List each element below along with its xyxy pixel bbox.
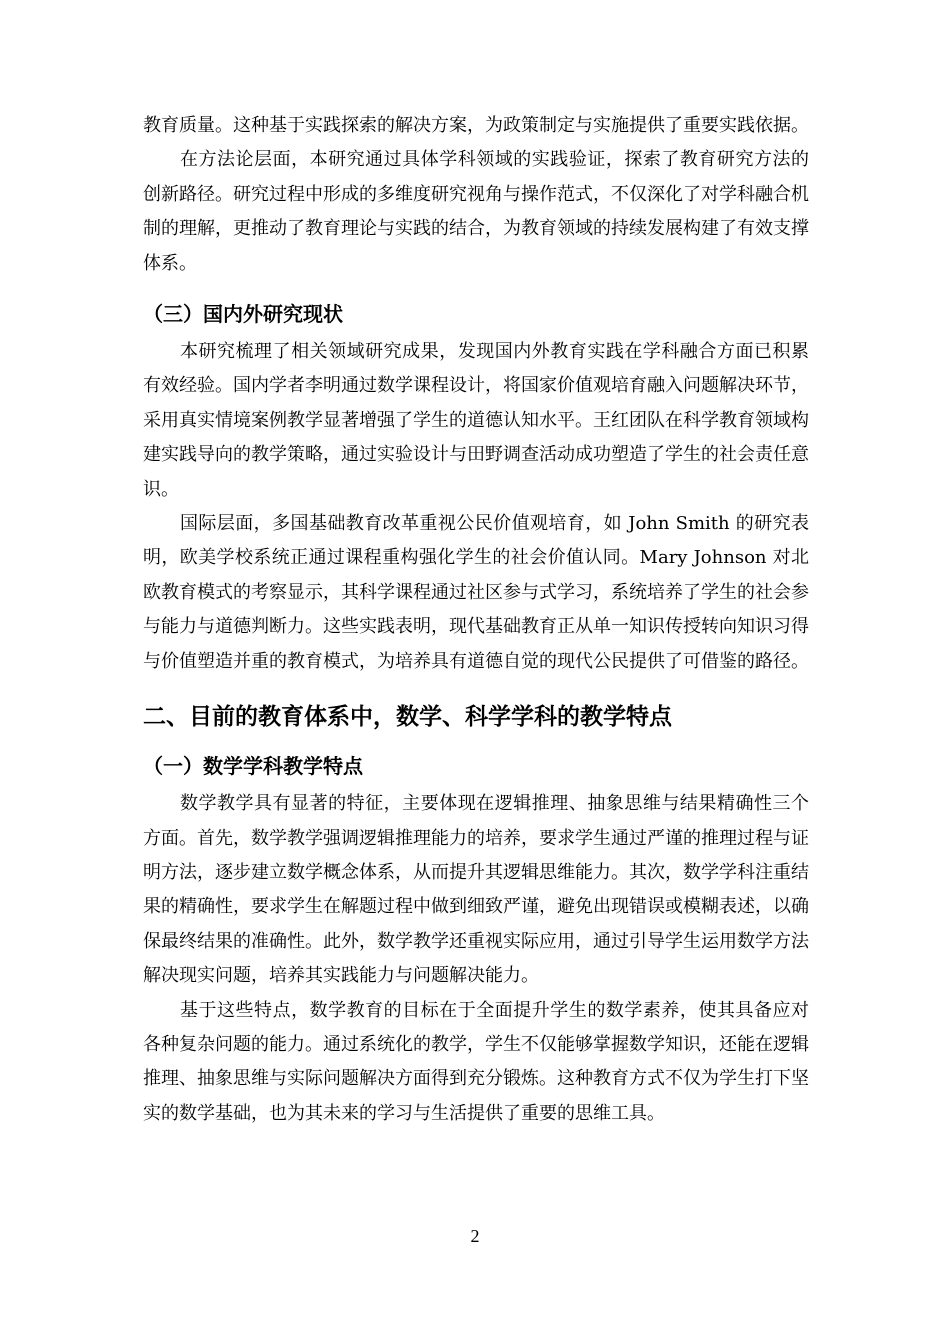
page-number: 2 <box>470 1226 480 1246</box>
chapter-heading-teaching-features: 二、目前的教育体系中，数学、科学学科的教学特点 <box>143 704 672 731</box>
paragraph-math-features: 数学教学具有显著的特征，主要体现在逻辑推理、抽象思维与结果精确性三个方面。首先，数学教学强调逻辑推理能力的培养，要求学生通过严谨的推理过程与证明方法，逐步建立数学概念体系，从而提升其逻辑思维能力。其次，数学学科注重结果的精确性，要求学生在解题过程中做到细致严谨，避免出现错误或模糊表述，以确保最终结果的准确性。此外，数学教学还重视实际应用，通过引导学生运用数学方法解决现实问题，培养其实践能力与问题解决能力。 <box>143 793 809 987</box>
paragraph-methodology: 在方法论层面，本研究通过具体学科领域的实践验证，探索了教育研究方法的创新路径。研究过程中形成的多维度研究视角与操作范式，不仅深化了对学科融合机制的理解，更推动了教育理论与实践的结合，为教育领域的持续发展构建了有效支撑体系。 <box>143 149 809 274</box>
paragraph-continuation: 教育质量。这种基于实践探索的解决方案，为政策制定与实施提供了重要实践依据。 <box>143 115 809 136</box>
paragraph-math-goals: 基于这些特点，数学教育的目标在于全面提升学生的数学素养，使其具备应对各种复杂问题的能力。通过系统化的教学，学生不仅能够掌握数学知识，还能在逻辑推理、抽象思维与实际问题解决方面得到充分锻炼。这种教育方式不仅为学生打下坚实的数学基础，也为其未来的学习与生活提供了重要的思维工具。 <box>143 999 809 1124</box>
page-body <box>143 109 809 1131</box>
subsection-heading-math-features: （一）数学学科教学特点 <box>143 754 363 779</box>
paragraph-domestic-research: 本研究梳理了相关领域研究成果，发现国内外教育实践在学科融合方面已积累有效经验。国内学者李明通过数学课程设计，将国家价值观培育融入问题解决环节，采用真实情境案例教学显著增强了学生的道德认知水平。王红团队在科学教育领域构建实践导向的教学策略，通过实验设计与田野调查活动成功塑造了学生的社会责任意识。 <box>143 341 809 500</box>
section-heading-research-status: （三）国内外研究现状 <box>143 302 343 327</box>
paragraph-international-research: 国际层面，多国基础教育改革重视公民价值观培育，如 John Smith 的研究表明，欧美学校系统正通过课程重构强化学生的社会价值认同。Mary Johnson 对北欧教育模式的考察显示，其科学课程通过社区参与式学习，系统培养了学生的社会参与能力与道德判断力。这些实践表明，现代基础教育正从单一知识传授转向知识习得与价值塑造并重的教育模式，为培养具有道德自觉的现代公民提供了可借鉴的路径。 <box>143 513 809 672</box>
